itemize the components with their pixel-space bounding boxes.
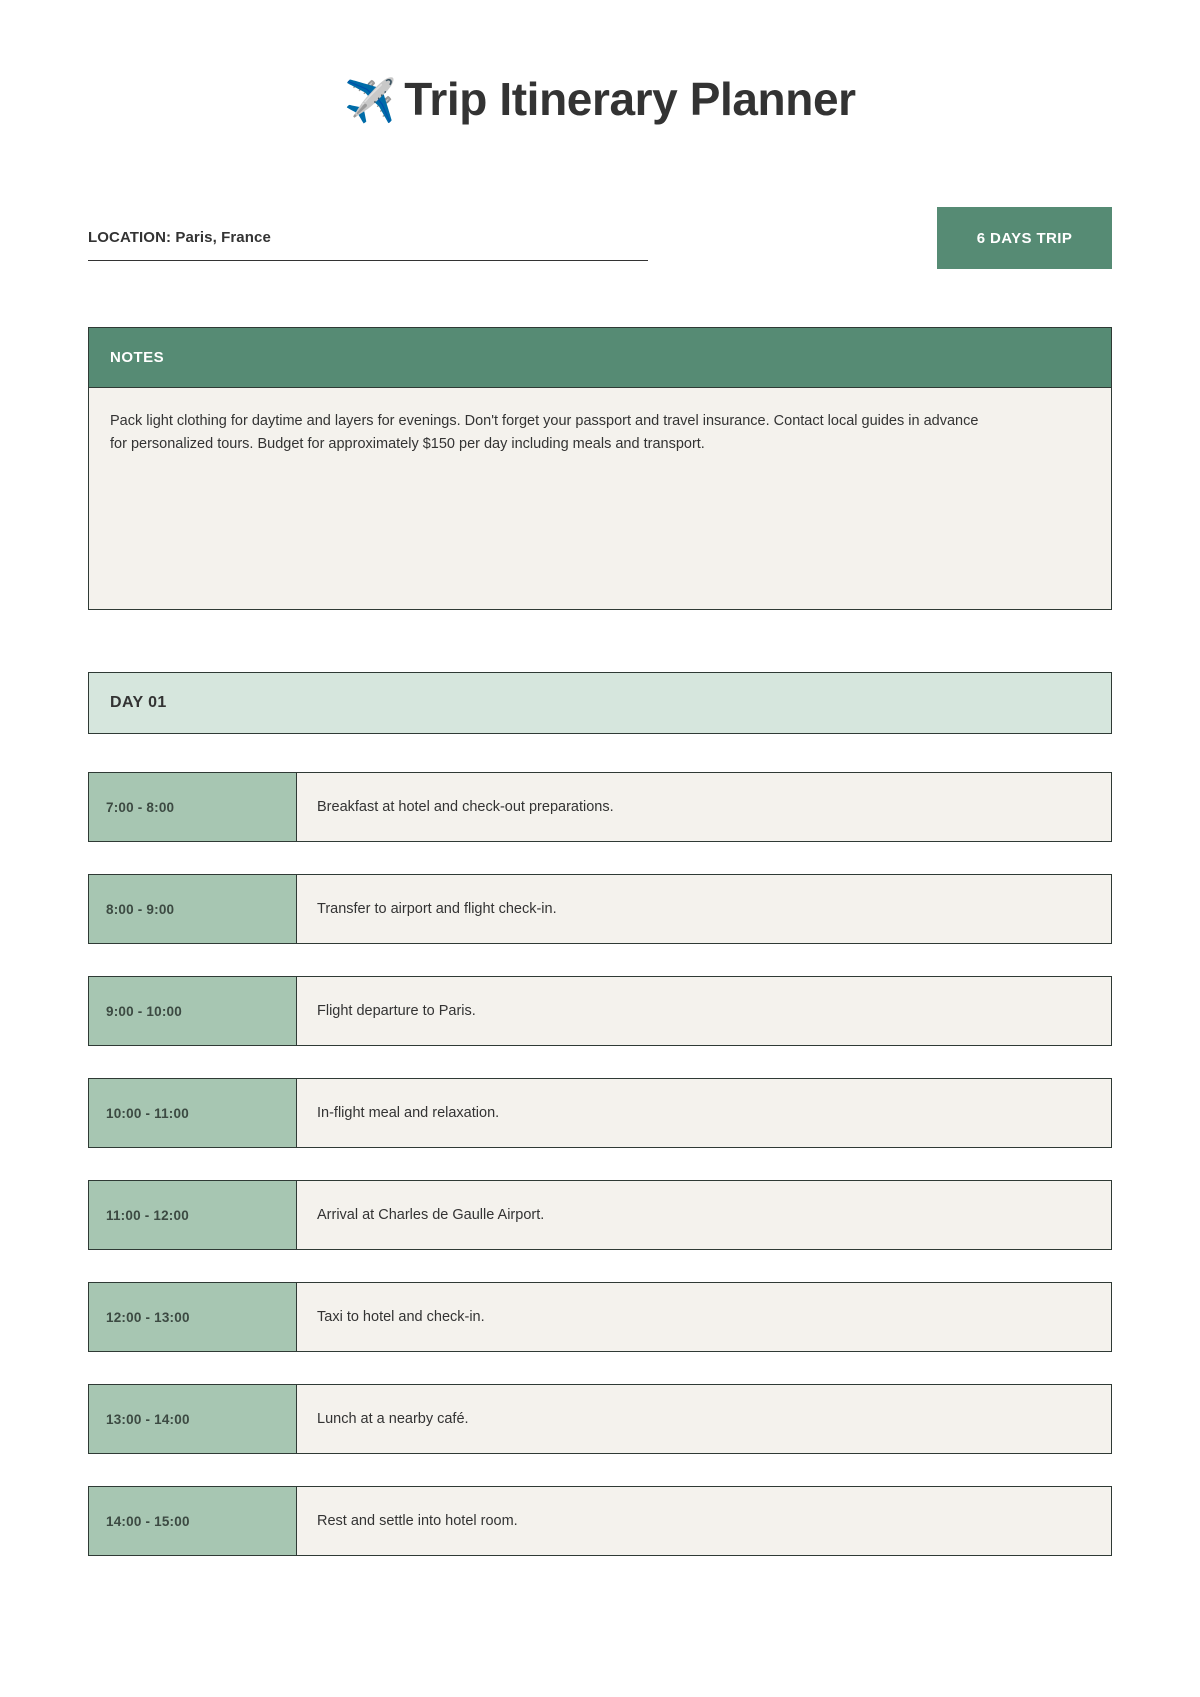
activity-time: 13:00 - 14:00 xyxy=(89,1385,297,1453)
activity-description[interactable]: Transfer to airport and flight check-in. xyxy=(297,875,1111,943)
day-header: DAY 01 xyxy=(88,672,1112,734)
location-underline xyxy=(88,260,648,261)
notes-heading: NOTES xyxy=(89,328,1111,388)
location-label: LOCATION: Paris, France xyxy=(88,229,271,247)
table-row xyxy=(88,1384,1112,1454)
page-header xyxy=(88,0,1112,135)
location-block xyxy=(88,207,648,261)
page-title xyxy=(88,72,1112,127)
table-row xyxy=(88,976,1112,1046)
activity-description[interactable]: Lunch at a nearby café. xyxy=(297,1385,1111,1453)
activity-description[interactable]: Rest and settle into hotel room. xyxy=(297,1487,1111,1555)
activity-time: 8:00 - 9:00 xyxy=(89,875,297,943)
table-row xyxy=(88,772,1112,842)
activity-time: 9:00 - 10:00 xyxy=(89,977,297,1045)
activity-time: 12:00 - 13:00 xyxy=(89,1283,297,1351)
activity-time: 14:00 - 15:00 xyxy=(89,1487,297,1555)
activity-description[interactable]: Taxi to hotel and check-in. xyxy=(297,1283,1111,1351)
meta-row xyxy=(88,207,1112,269)
table-row xyxy=(88,874,1112,944)
trip-duration-badge: 6 DAYS TRIP xyxy=(937,207,1112,269)
table-row xyxy=(88,1180,1112,1250)
day-schedule xyxy=(88,772,1112,1556)
notes-text: Pack light clothing for daytime and layers for evenings. Don't forget your passport and travel insurance. Contact local guides in advance for personalized tours. Budget for approximately $150 per day including meals and transport. xyxy=(110,413,979,452)
activity-description[interactable]: Arrival at Charles de Gaulle Airport. xyxy=(297,1181,1111,1249)
activity-description[interactable]: In-flight meal and relaxation. xyxy=(297,1079,1111,1147)
activity-time: 10:00 - 11:00 xyxy=(89,1079,297,1147)
activity-description[interactable]: Breakfast at hotel and check-out preparations. xyxy=(297,773,1111,841)
table-row xyxy=(88,1486,1112,1556)
table-row xyxy=(88,1078,1112,1148)
page-title-text: Trip Itinerary Planner xyxy=(404,73,856,125)
activity-description[interactable]: Flight departure to Paris. xyxy=(297,977,1111,1045)
notes-body[interactable] xyxy=(89,388,1111,609)
table-row xyxy=(88,1282,1112,1352)
activity-time: 7:00 - 8:00 xyxy=(89,773,297,841)
activity-time: 11:00 - 12:00 xyxy=(89,1181,297,1249)
notes-card xyxy=(88,327,1112,610)
airplane-icon: ✈️ xyxy=(344,77,397,124)
